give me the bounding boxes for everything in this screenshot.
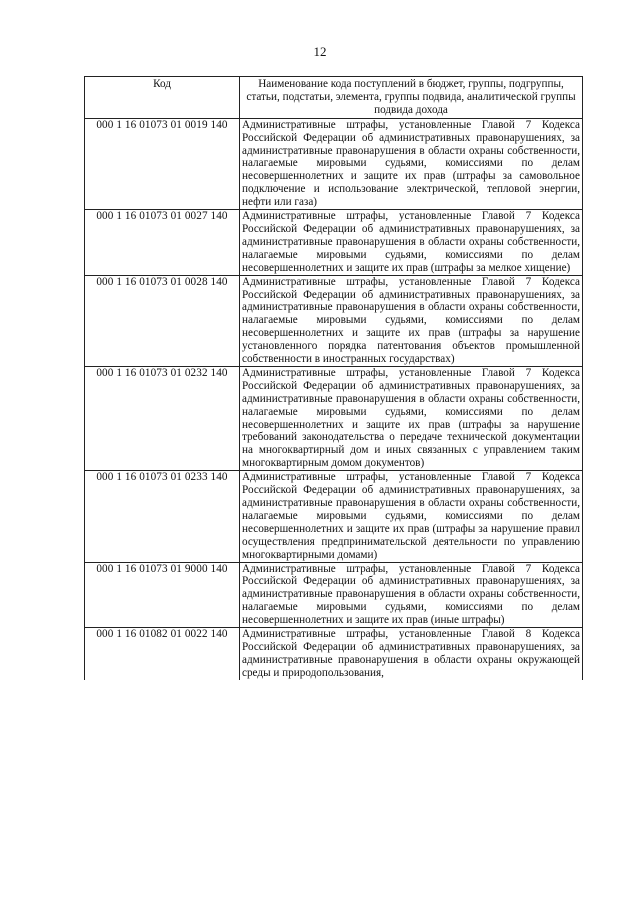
row-code: 000 1 16 01073 01 9000 140	[85, 562, 240, 628]
table-row	[85, 562, 583, 628]
table-row	[85, 275, 583, 366]
row-description: Административные штрафы, установленные Главой 7 Кодекса Российской Федерации об административных правонарушениях, за административные правонарушения в области охраны собственности, налагаемые мировыми судьями, комиссиями по делам несовершеннолетних и защите их прав (штрафы за нарушение установленного порядка патентования объектов промышленной собственности в иностранных государствах)	[240, 275, 583, 366]
row-code: 000 1 16 01082 01 0022 140	[85, 628, 240, 680]
row-description: Административные штрафы, установленные Главой 7 Кодекса Российской Федерации об административных правонарушениях, за административные правонарушения в области охраны собственности, налагаемые мировыми судьями, комиссиями по делам несовершеннолетних и защите их прав (штрафы за мелкое хищение)	[240, 210, 583, 276]
row-description: Административные штрафы, установленные Главой 8 Кодекса Российской Федерации об административных правонарушениях, за административные правонарушения в области охраны окружающей среды и природопользования,	[240, 628, 583, 680]
page-number: 12	[313, 44, 327, 59]
revenue-codes-table	[84, 76, 583, 680]
row-description: Административные штрафы, установленные Главой 7 Кодекса Российской Федерации об административных правонарушениях, за административные правонарушения в области охраны собственности, налагаемые мировыми судьями, комиссиями по делам несовершеннолетних и защите их прав (штрафы за самовольное подключение и использование электрической, тепловой энергии, нефти или газа)	[240, 118, 583, 209]
row-code: 000 1 16 01073 01 0232 140	[85, 366, 240, 470]
table-row	[85, 210, 583, 276]
header-row	[85, 77, 583, 119]
table-row	[85, 118, 583, 209]
table-header	[85, 77, 583, 119]
table-row	[85, 628, 583, 680]
table-row	[85, 471, 583, 562]
header-name: Наименование кода поступлений в бюджет, группы, подгруппы, статьи, подстатьи, элемента, группы подвида, аналитической группы подвида дохода	[240, 77, 583, 119]
row-description: Административные штрафы, установленные Главой 7 Кодекса Российской Федерации об административных правонарушениях, за административные правонарушения в области охраны собственности, налагаемые мировыми судьями, комиссиями по делам несовершеннолетних и защите их прав (штрафы за нарушение требований законодательства о передаче технической документации на многоквартирный дом и иных связанных с управлением таким многоквартирным домом документов)	[240, 366, 583, 470]
header-code: Код	[85, 77, 240, 119]
row-description: Административные штрафы, установленные Главой 7 Кодекса Российской Федерации об административных правонарушениях, за административные правонарушения в области охраны собственности, налагаемые мировыми судьями, комиссиями по делам несовершеннолетних и защите их прав (иные штрафы)	[240, 562, 583, 628]
row-code: 000 1 16 01073 01 0028 140	[85, 275, 240, 366]
row-code: 000 1 16 01073 01 0019 140	[85, 118, 240, 209]
table-body	[85, 118, 583, 679]
row-description: Административные штрафы, установленные Главой 7 Кодекса Российской Федерации об административных правонарушениях, за административные правонарушения в области охраны собственности, налагаемые мировыми судьями, комиссиями по делам несовершеннолетних и защите их прав (штрафы за нарушение правил осуществления предпринимательской деятельности по управлению многоквартирными домами)	[240, 471, 583, 562]
table-row	[85, 366, 583, 470]
row-code: 000 1 16 01073 01 0027 140	[85, 210, 240, 276]
row-code: 000 1 16 01073 01 0233 140	[85, 471, 240, 562]
